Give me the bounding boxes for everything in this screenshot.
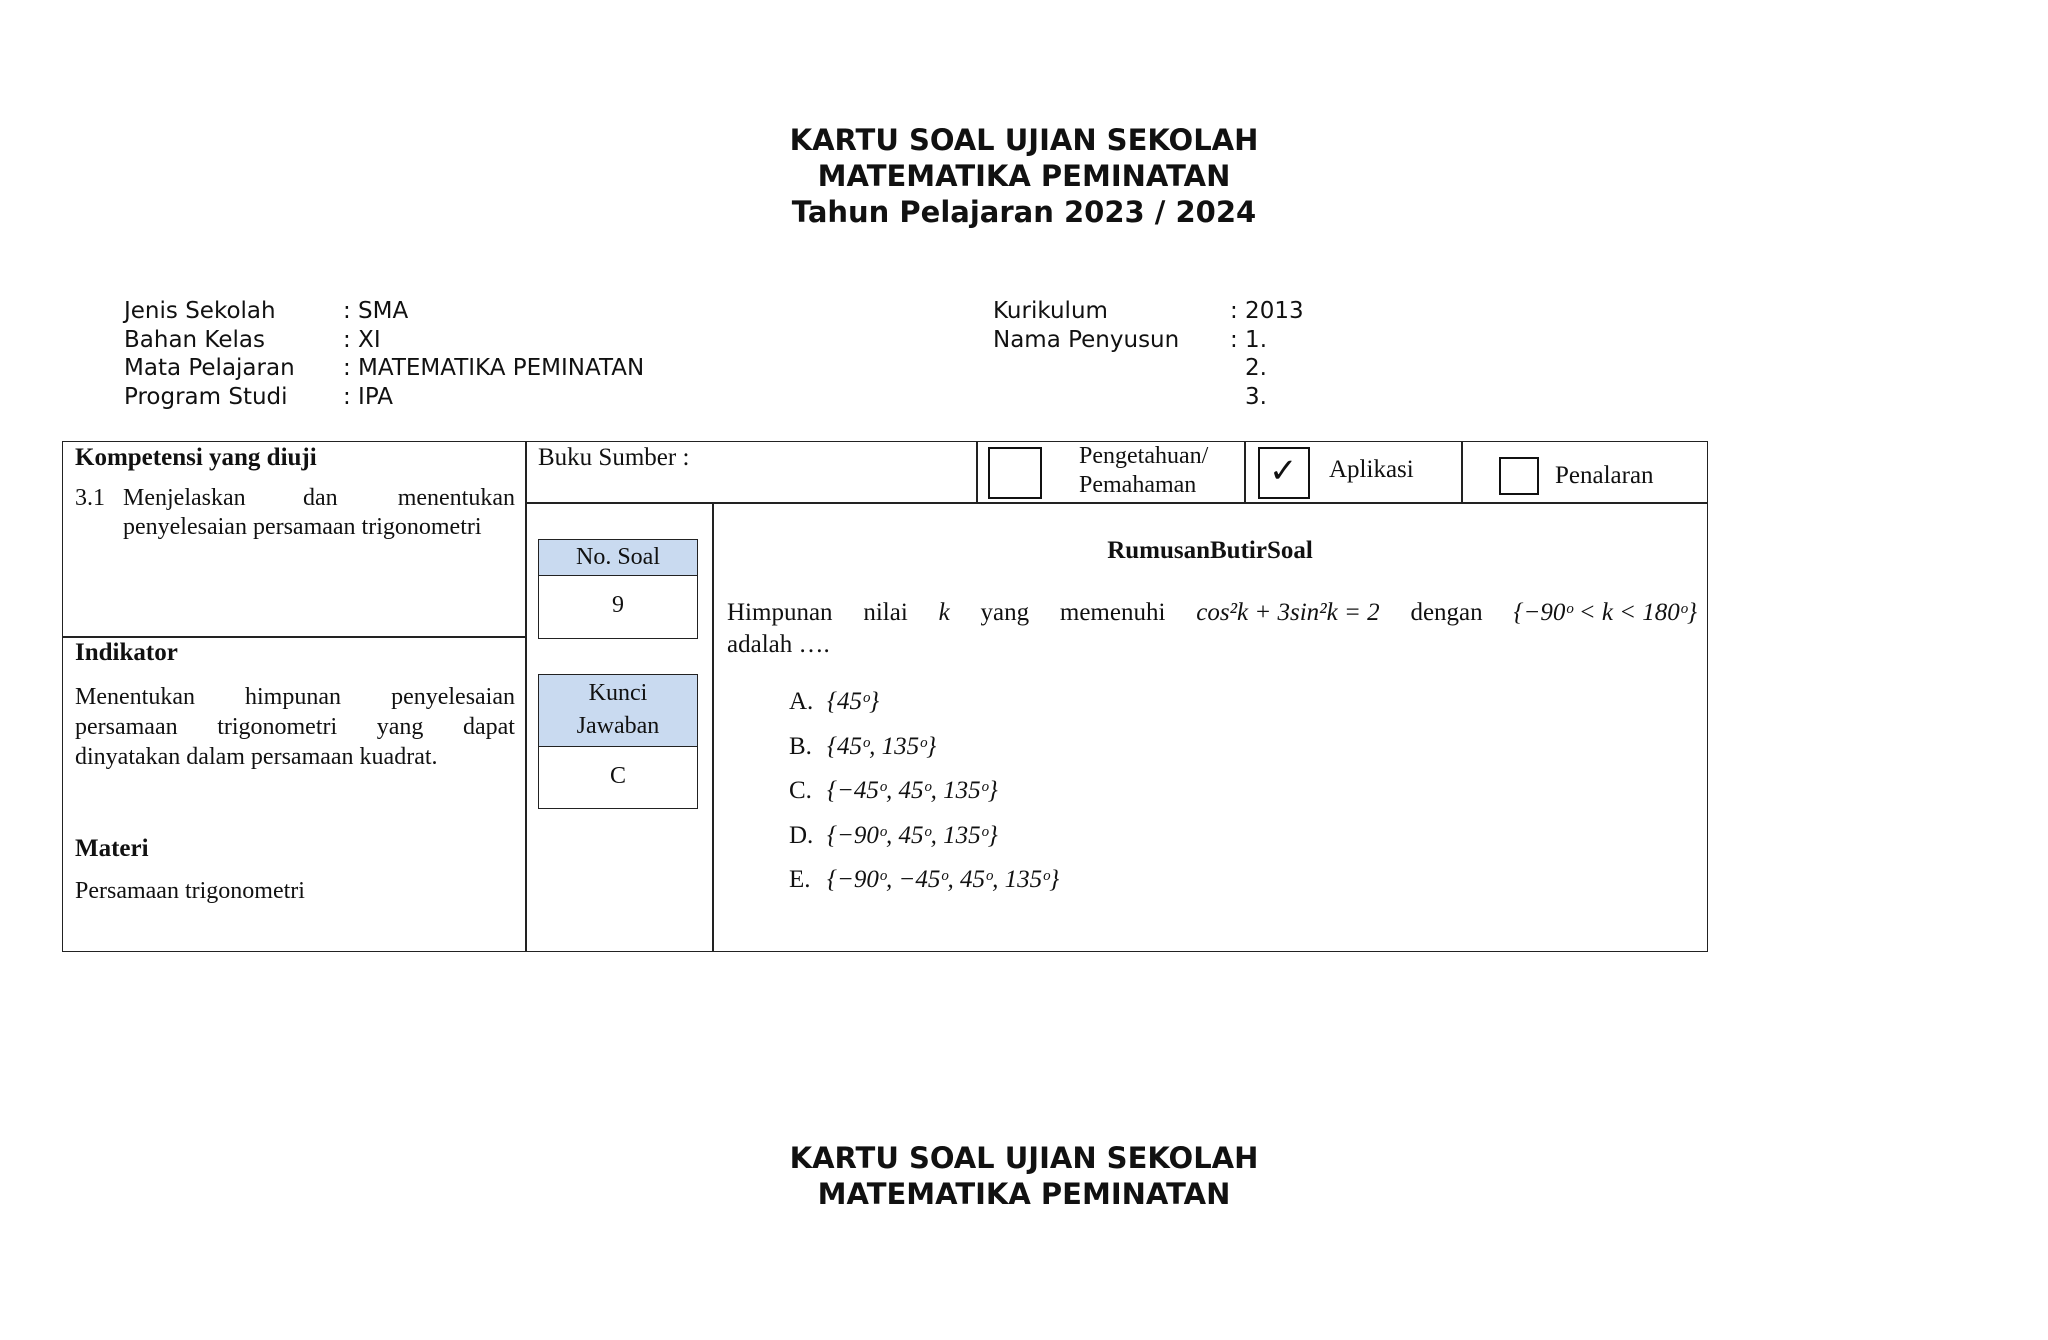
meta-value: 3. bbox=[1245, 383, 1267, 410]
meta-row-bahan-kelas bbox=[124, 326, 924, 355]
level-label-line: Pemahaman bbox=[1079, 472, 1197, 498]
level-label-line: Pengetahuan/ bbox=[1079, 443, 1209, 469]
buku-sumber-label: Buku Sumber : bbox=[538, 444, 690, 471]
grid-line bbox=[525, 502, 1707, 504]
option-b bbox=[789, 725, 1059, 770]
option-letter: D. bbox=[789, 821, 814, 849]
indikator-line-2 bbox=[75, 712, 515, 742]
meta-row-kurikulum bbox=[993, 297, 1493, 326]
meta-right bbox=[993, 297, 1493, 411]
meta-value: 2. bbox=[1245, 355, 1267, 381]
level-penalaran-checkbox[interactable] bbox=[1499, 457, 1539, 495]
option-text: {45ᵒ, 135ᵒ} bbox=[827, 732, 937, 760]
meta-label: Bahan Kelas bbox=[124, 326, 265, 353]
kunci-jawaban-label bbox=[539, 675, 697, 747]
grid-line bbox=[1244, 442, 1246, 503]
meta-value: : 2013 bbox=[1230, 298, 1304, 324]
meta-row-jenis-sekolah bbox=[124, 297, 924, 326]
title-line-1: KARTU SOAL UJIAN SEKOLAH bbox=[789, 123, 1259, 157]
grid-line bbox=[63, 636, 525, 638]
title-line-3: Tahun Pelajaran 2023 / 2024 bbox=[791, 195, 1257, 229]
meta-label: Nama Penyusun bbox=[993, 326, 1180, 353]
indikator-word: himpunan bbox=[245, 684, 342, 710]
kompetensi-word: Menjelaskan bbox=[123, 485, 246, 511]
meta-value: : MATEMATIKA PEMINATAN bbox=[343, 355, 645, 381]
meta-row-penyusun-2 bbox=[993, 354, 1493, 383]
meta-label: Mata Pelajaran bbox=[124, 355, 295, 381]
question-line-1 bbox=[727, 597, 1697, 629]
meta-left bbox=[124, 297, 924, 411]
meta-value: : IPA bbox=[343, 383, 393, 410]
question-word: dengan bbox=[1410, 599, 1483, 626]
indikator-text bbox=[75, 682, 515, 772]
page-title bbox=[0, 122, 2048, 230]
kunci-label-line: Jawaban bbox=[576, 713, 660, 739]
kompetensi-text bbox=[75, 484, 515, 542]
option-letter: B. bbox=[789, 732, 812, 760]
grid-line bbox=[1461, 442, 1463, 503]
indikator-word: yang bbox=[376, 714, 424, 740]
option-text: {−90ᵒ, −45ᵒ, 45ᵒ, 135ᵒ} bbox=[827, 866, 1060, 893]
question-word: memenuhi bbox=[1059, 599, 1166, 626]
materi-title: Materi bbox=[75, 835, 149, 862]
indikator-word: Menentukan bbox=[75, 684, 195, 710]
check-icon: ✓ bbox=[1269, 453, 1298, 490]
question-card bbox=[62, 441, 1708, 952]
question-word: Himpunan bbox=[727, 599, 833, 626]
kompetensi-title: Kompetensi yang diuji bbox=[75, 444, 317, 471]
meta-label: Jenis Sekolah bbox=[124, 298, 276, 324]
option-e bbox=[789, 858, 1059, 903]
no-soal-label: No. Soal bbox=[539, 540, 697, 576]
kunci-label-line: Kunci bbox=[588, 680, 648, 706]
question-word: yang bbox=[980, 599, 1030, 626]
grid-line bbox=[712, 503, 714, 951]
indikator-line-3: dinyatakan dalam persamaan kuadrat. bbox=[75, 744, 438, 770]
title-line-2: MATEMATIKA PEMINATAN bbox=[817, 159, 1231, 193]
option-d bbox=[789, 814, 1059, 859]
grid-line bbox=[525, 442, 527, 951]
indikator-word: trigonometri bbox=[217, 714, 338, 740]
indikator-word: persamaan bbox=[75, 714, 178, 740]
rumusan-title: RumusanButirSoal bbox=[1107, 537, 1313, 564]
materi-value: Persamaan trigonometri bbox=[75, 878, 305, 904]
level-aplikasi-label: Aplikasi bbox=[1329, 456, 1414, 483]
option-letter: A. bbox=[789, 688, 814, 715]
question-text bbox=[727, 597, 1697, 661]
level-penalaran-label: Penalaran bbox=[1555, 462, 1654, 489]
meta-row-penyusun-3 bbox=[993, 383, 1493, 412]
meta-row-mata-pelajaran bbox=[124, 354, 924, 383]
indikator-word: penyelesaian bbox=[391, 684, 515, 710]
option-text: {−90ᵒ, 45ᵒ, 135ᵒ} bbox=[827, 821, 998, 849]
question-word: nilai bbox=[863, 599, 908, 626]
meta-value: : XI bbox=[343, 326, 381, 353]
meta-label: Kurikulum bbox=[993, 298, 1108, 324]
kompetensi-word: menentukan bbox=[397, 485, 515, 511]
meta-row-nama-penyusun bbox=[993, 326, 1493, 355]
question-line-2: adalah …. bbox=[727, 631, 830, 658]
indikator-word: dapat bbox=[462, 714, 515, 740]
option-c bbox=[789, 769, 1059, 814]
question-domain: {−90ᵒ < k < 180ᵒ} bbox=[1513, 599, 1697, 626]
kompetensi-line-2: penyelesaian persamaan trigonometri bbox=[123, 514, 482, 540]
title-line-1: KARTU SOAL UJIAN SEKOLAH bbox=[789, 1141, 1259, 1175]
question-variable: k bbox=[938, 599, 950, 626]
question-equation: cos²k + 3sin²k = 2 bbox=[1196, 599, 1380, 626]
level-pengetahuan-label bbox=[1079, 442, 1208, 500]
option-text: {−45ᵒ, 45ᵒ, 135ᵒ} bbox=[827, 777, 998, 804]
title-line-2: MATEMATIKA PEMINATAN bbox=[817, 1177, 1231, 1211]
meta-row-program-studi bbox=[124, 383, 924, 412]
kunci-jawaban-value: C bbox=[609, 763, 626, 789]
level-aplikasi-checkbox[interactable] bbox=[1258, 447, 1310, 499]
grid-line bbox=[976, 442, 978, 503]
kompetensi-line-1 bbox=[75, 484, 515, 513]
meta-label: Program Studi bbox=[124, 383, 288, 410]
option-letter: C. bbox=[789, 777, 812, 804]
kunci-jawaban-box bbox=[538, 674, 698, 809]
kompetensi-number: 3.1 bbox=[75, 485, 105, 511]
indikator-title: Indikator bbox=[75, 639, 178, 666]
option-letter: E. bbox=[789, 866, 811, 893]
option-a bbox=[789, 680, 1059, 725]
option-text: {45ᵒ} bbox=[827, 688, 880, 715]
kompetensi-word: dan bbox=[303, 485, 338, 511]
meta-value: : 1. bbox=[1230, 326, 1268, 353]
answer-options bbox=[789, 680, 1059, 903]
no-soal-value: 9 bbox=[612, 592, 624, 618]
meta-value: : SMA bbox=[343, 298, 409, 324]
level-pengetahuan-checkbox[interactable] bbox=[988, 447, 1042, 499]
no-soal-box bbox=[538, 539, 698, 639]
indikator-line-1 bbox=[75, 682, 515, 712]
next-card-title bbox=[0, 1140, 2048, 1212]
